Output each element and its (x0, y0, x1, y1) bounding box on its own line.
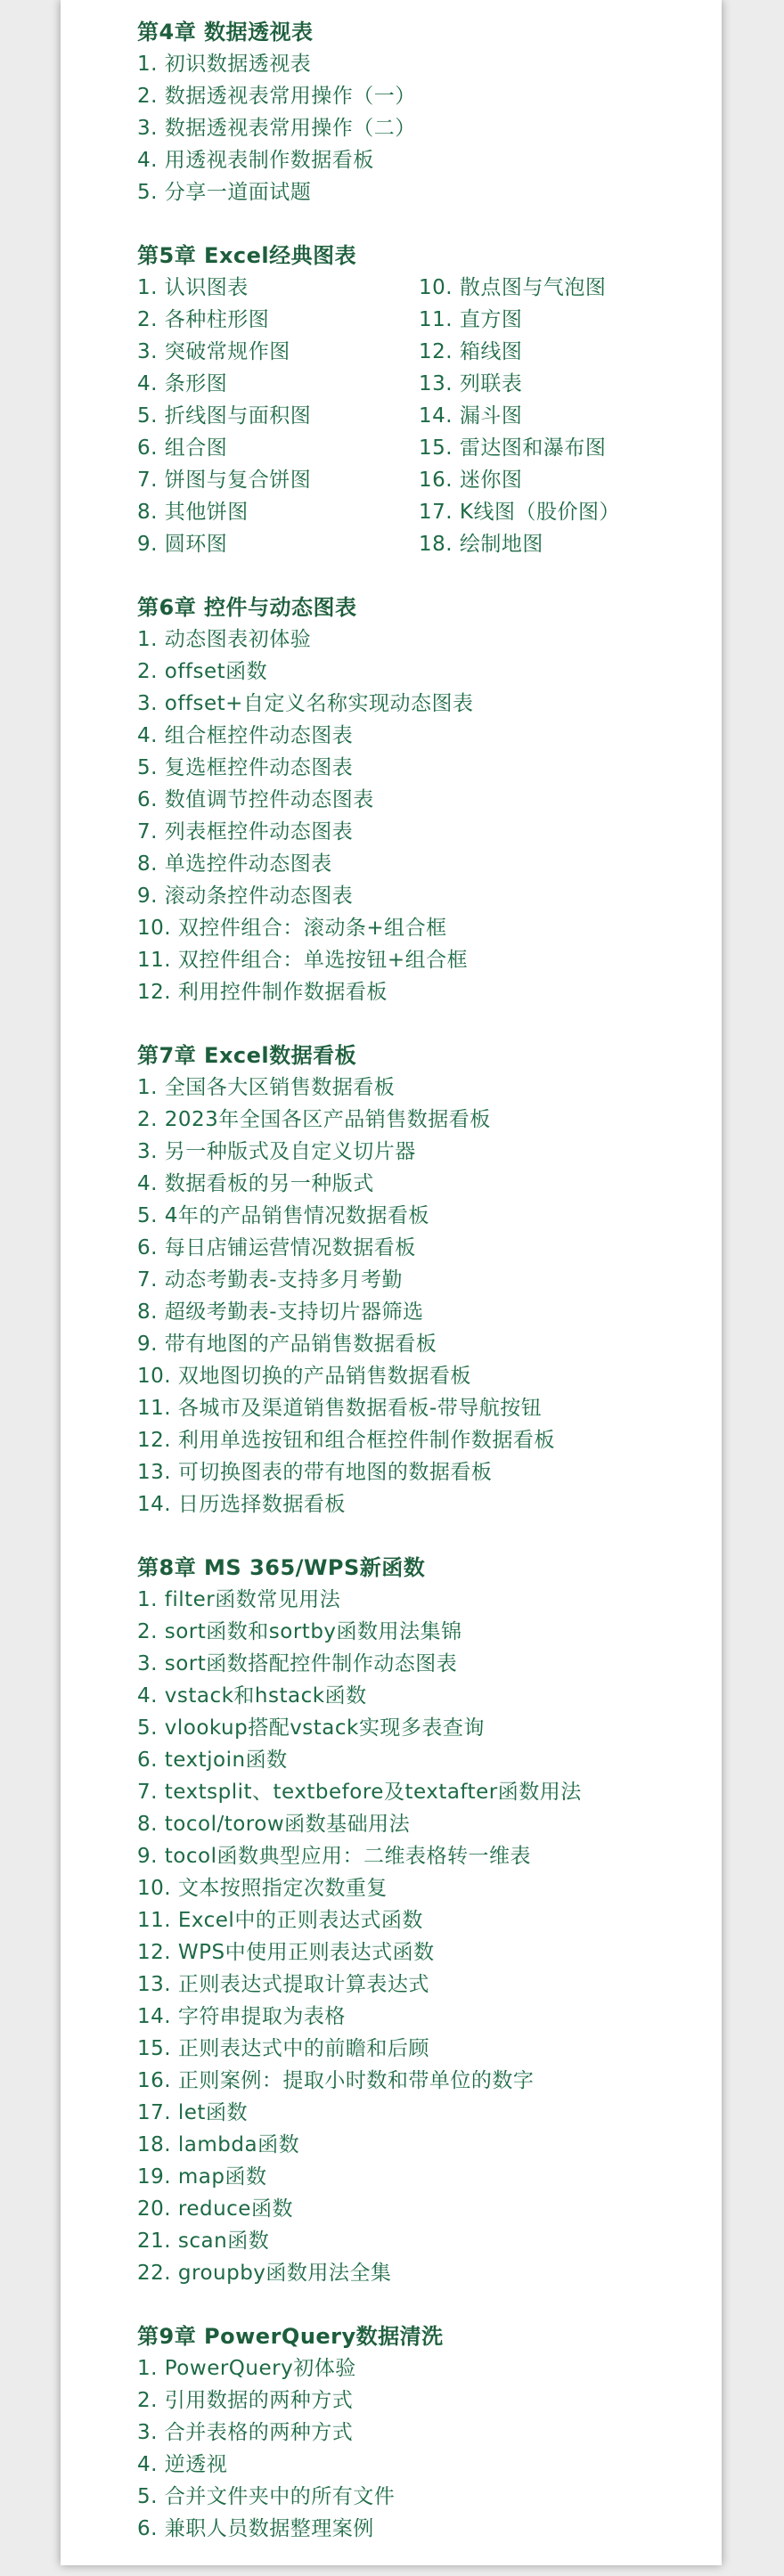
chapter-title: 第5章 Excel经典图表 (137, 243, 357, 268)
list-item: 8. 单选控件动态图表 (137, 852, 332, 876)
list-item: 18. lambda函数 (137, 2133, 300, 2156)
list-item: 4. 数据看板的另一种版式 (137, 1172, 374, 1195)
chapter-title: 第8章 MS 365/WPS新函数 (137, 1555, 426, 1580)
list-item: 10. 散点图与气泡图 (419, 276, 607, 299)
table-of-contents (137, 16, 716, 2576)
chapter-title: 第6章 控件与动态图表 (137, 595, 357, 620)
list-item: 10. 双地图切换的产品销售数据看板 (137, 1365, 471, 1388)
list-item: 8. 其他饼图 (137, 501, 249, 524)
list-item: 5. 分享一道面试题 (137, 181, 312, 204)
chapter-item-list (137, 1584, 716, 2289)
list-item: 7. textsplit、textbefore及textafter函数用法 (137, 1781, 582, 1804)
list-item: 13. 列联表 (419, 372, 523, 395)
list-item: 9. 圆环图 (137, 533, 228, 556)
list-item: 8. 超级考勤表-支持切片器筛选 (137, 1300, 424, 1324)
list-item: 14. 漏斗图 (419, 404, 523, 428)
list-item: 21. scan函数 (137, 2230, 270, 2253)
list-item: 3. 合并表格的两种方式 (137, 2421, 354, 2444)
list-item: 4. vstack和hstack函数 (137, 1684, 367, 1708)
list-item: 1. 初识数据透视表 (137, 53, 312, 76)
list-item: 9. tocol函数典型应用：二维表格转一维表 (137, 1845, 531, 1868)
chapter-section (137, 591, 716, 1008)
list-item: 1. PowerQuery初体验 (137, 2357, 356, 2380)
list-item: 19. map函数 (137, 2165, 267, 2189)
list-item: 3. sort函数搭配控件制作动态图表 (137, 1652, 458, 1675)
list-item: 17. let函数 (137, 2101, 248, 2124)
list-item: 5. 4年的产品销售情况数据看板 (137, 1204, 429, 1227)
chapter-item-list (137, 2352, 716, 2545)
list-item: 18. 绘制地图 (419, 533, 543, 556)
list-item: 11. 各城市及渠道销售数据看板-带导航按钮 (137, 1397, 543, 1420)
list-item: 4. 逆透视 (137, 2453, 228, 2476)
chapter-item-list (137, 272, 716, 560)
list-item: 22. groupby函数用法全集 (137, 2262, 392, 2285)
list-item: 14. 字符串提取为表格 (137, 2005, 346, 2028)
list-item: 3. 另一种版式及自定义切片器 (137, 1140, 416, 1163)
list-item: 1. filter函数常见用法 (137, 1588, 341, 1611)
list-item: 1. 认识图表 (137, 276, 249, 299)
chapter-section (137, 2320, 716, 2545)
list-item: 8. tocol/torow函数基础用法 (137, 1813, 411, 1836)
chapter-section (137, 240, 716, 560)
chapter-item-list (137, 48, 716, 208)
chapter-section (137, 1039, 716, 1520)
chapter-title: 第4章 数据透视表 (137, 20, 314, 45)
chapter-item-list (137, 624, 716, 1008)
list-item: 17. K线图（股价图） (419, 501, 620, 524)
list-item: 6. textjoin函数 (137, 1749, 288, 1772)
list-item: 3. offset+自定义名称实现动态图表 (137, 692, 474, 715)
list-item: 12. WPS中使用正则表达式函数 (137, 1941, 435, 1964)
list-item: 9. 滚动条控件动态图表 (137, 884, 354, 908)
list-item: 13. 正则表达式提取计算表达式 (137, 1973, 429, 1996)
list-item: 16. 迷你图 (419, 469, 523, 492)
list-item: 2. 引用数据的两种方式 (137, 2389, 354, 2412)
list-item: 16. 正则案例：提取小时数和带单位的数字 (137, 2069, 535, 2092)
list-item: 7. 列表框控件动态图表 (137, 820, 354, 844)
list-item: 1. 全国各大区销售数据看板 (137, 1076, 396, 1099)
list-item: 2. offset函数 (137, 660, 268, 683)
list-item: 13. 可切换图表的带有地图的数据看板 (137, 1461, 493, 1484)
list-item: 12. 利用控件制作数据看板 (137, 981, 388, 1004)
list-item: 14. 日历选择数据看板 (137, 1493, 346, 1516)
list-item: 2. 各种柱形图 (137, 308, 270, 331)
list-item: 6. 组合图 (137, 436, 228, 460)
chapter-title: 第7章 Excel数据看板 (137, 1043, 357, 1068)
list-item: 2. 数据透视表常用操作（一） (137, 85, 416, 108)
list-item: 5. 折线图与面积图 (137, 404, 312, 428)
list-item: 20. reduce函数 (137, 2197, 293, 2221)
list-item: 2. sort函数和sortby函数用法集锦 (137, 1620, 462, 1643)
list-item: 10. 文本按照指定次数重复 (137, 1877, 388, 1900)
list-item: 3. 突破常规作图 (137, 340, 290, 363)
list-item: 5. 复选框控件动态图表 (137, 756, 354, 779)
list-item: 12. 箱线图 (419, 340, 523, 363)
list-item: 11. 直方图 (419, 308, 523, 331)
list-item: 3. 数据透视表常用操作（二） (137, 117, 416, 140)
list-item: 6. 每日店铺运营情况数据看板 (137, 1236, 416, 1259)
list-item: 6. 数值调节控件动态图表 (137, 788, 374, 811)
list-item: 11. Excel中的正则表达式函数 (137, 1909, 423, 1932)
list-item: 5. vlookup搭配vstack实现多表查询 (137, 1716, 485, 1740)
list-item: 9. 带有地图的产品销售数据看板 (137, 1333, 437, 1356)
list-item: 7. 动态考勤表-支持多月考勤 (137, 1268, 404, 1292)
list-item: 11. 双控件组合：单选按钮+组合框 (137, 949, 469, 972)
list-item: 7. 饼图与复合饼图 (137, 469, 312, 492)
list-item: 15. 正则表达式中的前瞻和后顾 (137, 2037, 429, 2060)
chapter-title: 第9章 PowerQuery数据清洗 (137, 2324, 444, 2349)
list-item: 5. 合并文件夹中的所有文件 (137, 2485, 396, 2508)
list-item: 1. 动态图表初体验 (137, 628, 312, 651)
chapter-section (137, 1552, 716, 2289)
list-item: 15. 雷达图和瀑布图 (419, 436, 607, 460)
list-item: 12. 利用单选按钮和组合框控件制作数据看板 (137, 1429, 555, 1452)
chapter-item-list (137, 1072, 716, 1520)
chapter-section (137, 16, 716, 208)
list-item: 4. 用透视表制作数据看板 (137, 149, 374, 172)
list-item: 4. 条形图 (137, 372, 228, 395)
list-item: 2. 2023年全国各区产品销售数据看板 (137, 1108, 491, 1131)
list-item: 4. 组合框控件动态图表 (137, 724, 354, 747)
list-item: 10. 双控件组合：滚动条+组合框 (137, 917, 447, 940)
list-item: 6. 兼职人员数据整理案例 (137, 2517, 374, 2540)
